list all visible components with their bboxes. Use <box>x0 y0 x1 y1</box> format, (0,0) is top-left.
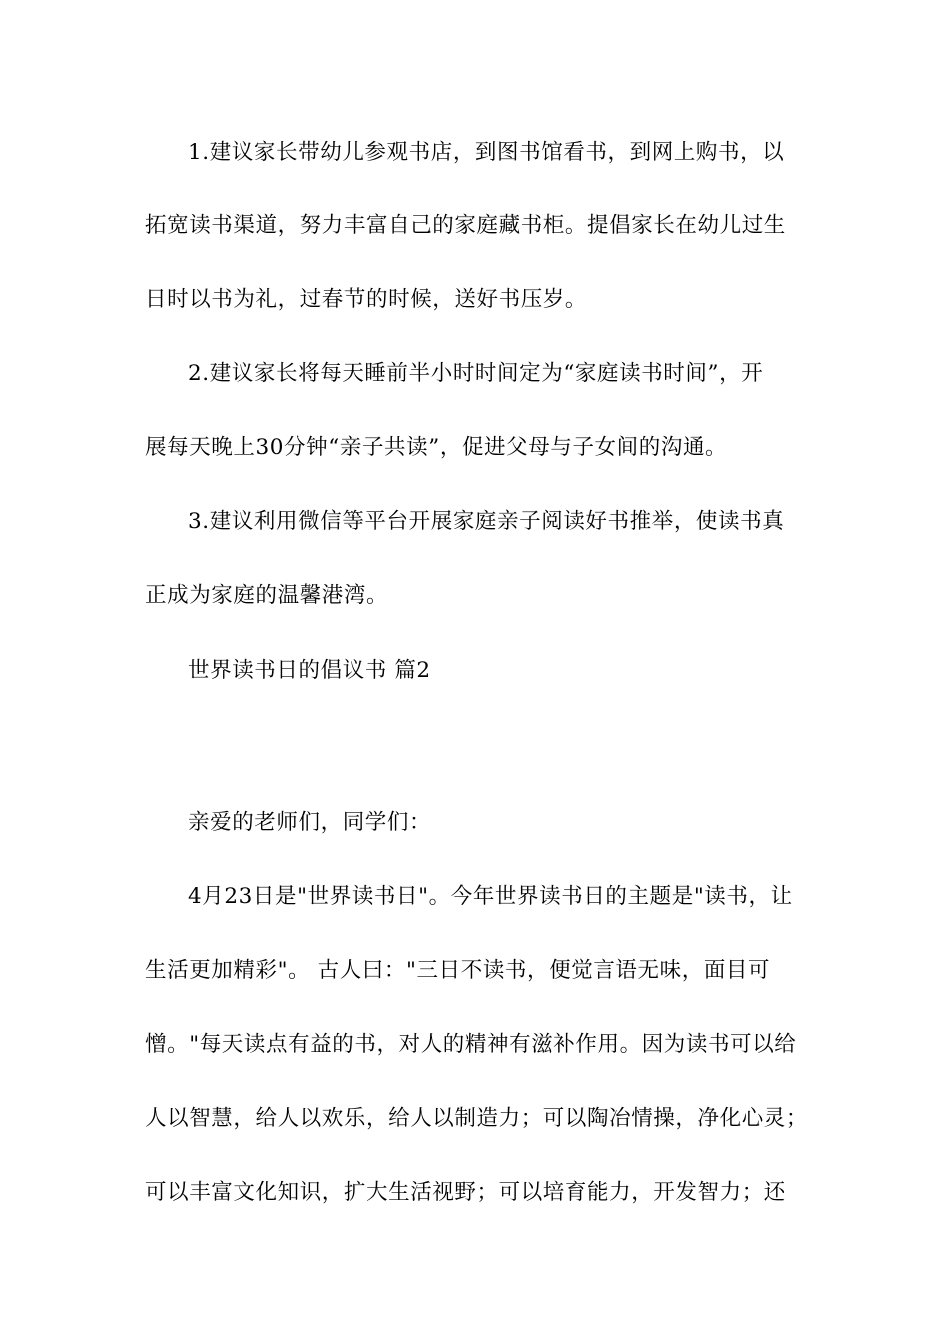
paragraph-4-line-2: 生活更加精彩"。 古人曰："三日不读书，便觉言语无味，面目可 <box>145 958 771 983</box>
paragraph-1-line-3: 日时以书为礼，过春节的时候，送好书压岁。 <box>145 287 588 312</box>
paragraph-4-line-5: 可以丰富文化知识，扩大生活视野；可以培育能力，开发智力；还 <box>145 1180 786 1205</box>
paragraph-2-line-1: 2.建议家长将每天睡前半小时时间定为“家庭读书时间”，开 <box>188 361 764 386</box>
paragraph-1-line-1: 1.建议家长带幼儿参观书店，到图书馆看书，到网上购书，以 <box>188 140 785 165</box>
paragraph-3-line-1: 3.建议利用微信等平台开展家庭亲子阅读好书推举，使读书真 <box>188 509 785 534</box>
paragraph-2-line-2: 展每天晚上30分钟“亲子共读”，促进父母与子女间的沟通。 <box>145 435 728 460</box>
salutation: 亲爱的老师们，同学们： <box>188 810 432 835</box>
paragraph-1-line-2: 拓宽读书渠道，努力丰富自己的家庭藏书柜。提倡家长在幼儿过生 <box>145 213 786 238</box>
section-heading: 世界读书日的倡议书 篇2 <box>188 658 431 683</box>
paragraph-3-line-2: 正成为家庭的温馨港湾。 <box>145 583 389 608</box>
paragraph-4-line-1: 4月23日是"世界读书日"。今年世界读书日的主题是"读书，让 <box>188 884 793 909</box>
paragraph-4-line-4: 人以智慧，给人以欢乐，给人以制造力；可以陶冶情操，净化心灵； <box>145 1106 809 1131</box>
paragraph-4-line-3: 憎。"每天读点有益的书，对人的精神有滋补作用。因为读书可以给 <box>145 1032 797 1057</box>
